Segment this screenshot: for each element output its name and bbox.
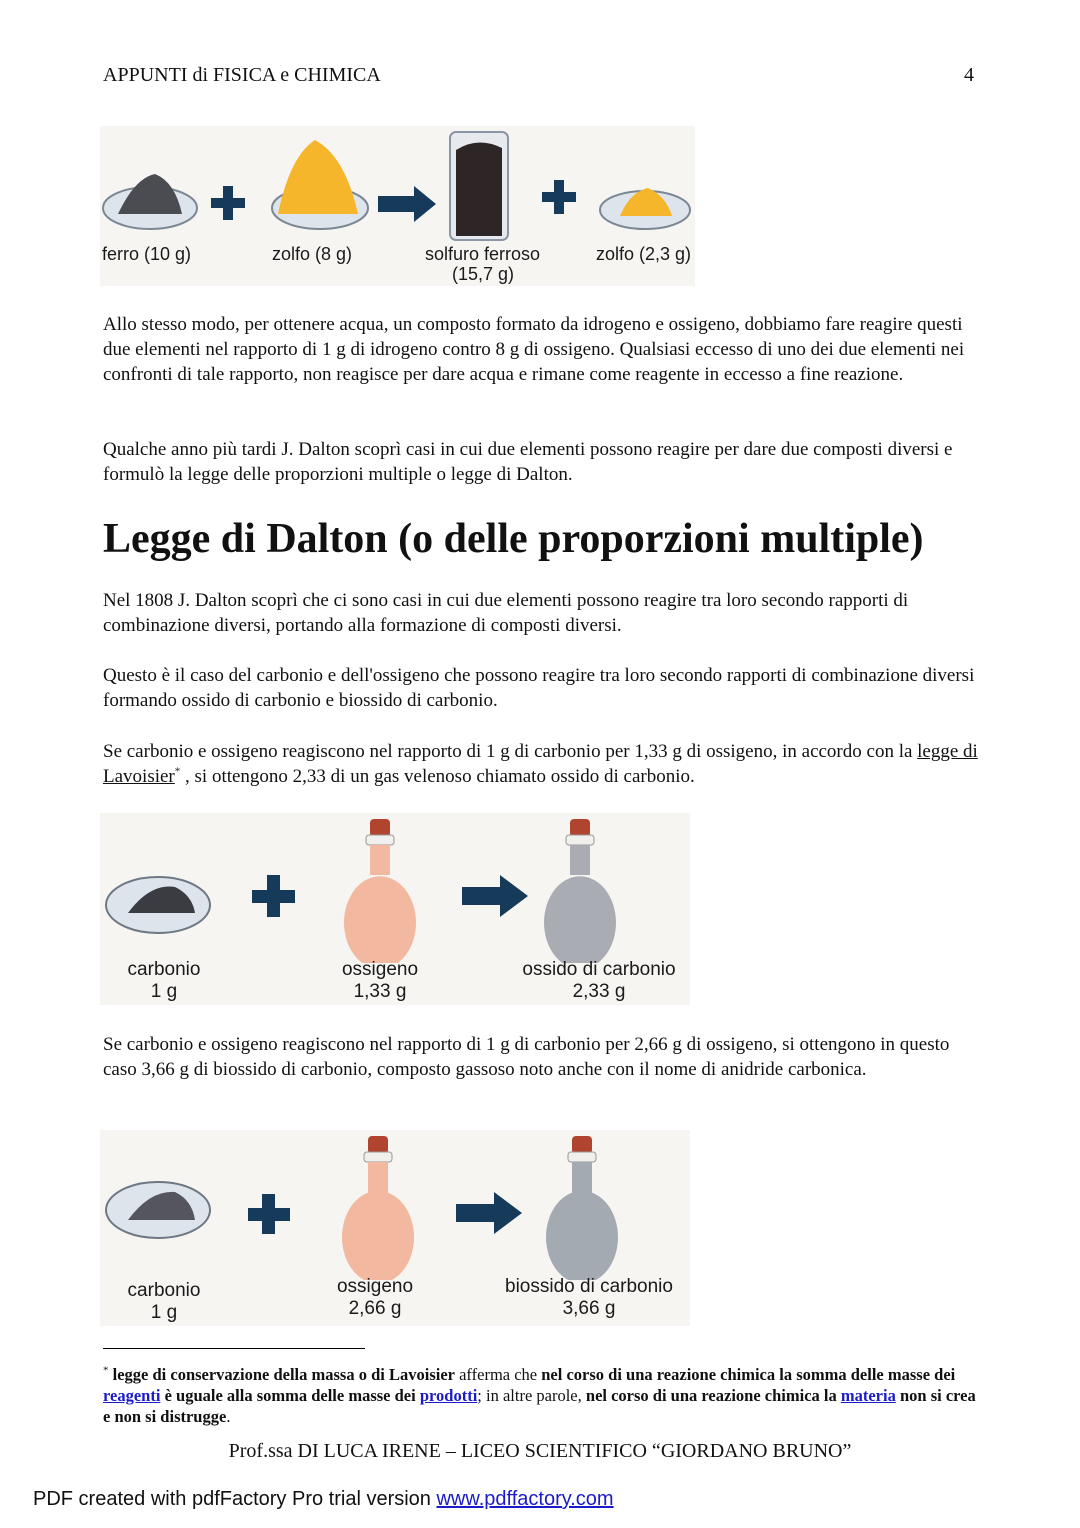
carbon-dioxide-flask-icon [546,1136,618,1280]
label-ferrous-sulfide: solfuro ferroso [425,244,541,264]
footnote-marker: * [103,1364,109,1377]
label-carbon-mass: 1 g [150,1302,178,1323]
text: . [226,1407,231,1426]
pdffactory-link[interactable]: www.pdffactory.com [436,1488,614,1510]
label-carbon-monoxide: ossido di carbonio [522,959,676,980]
label-oxygen: ossigeno [336,1276,414,1297]
label-carbon-mass: 1 g [150,981,178,1002]
figure-carbon-monoxide-reaction [100,813,690,1005]
plus-icon [252,875,295,917]
text: ; in altre parole, [477,1386,586,1405]
label-sulfur-residue: zolfo (2,3 g) [596,244,692,264]
carbon-dish-icon [106,877,210,933]
oxygen-flask-icon [344,819,416,963]
paragraph-carbon-dioxide: Se carbonio e ossigeno reagiscono nel rapporto di 1 g di carbonio per 2,66 g di ossigeno, si ottengono in questo caso 3,66 g di biossido di carbonio, composto gassoso noto anche con il nome di anidride carbonica. [103,1034,950,1080]
label-oxygen-mass: 2,66 g [348,1298,402,1319]
label-oxygen: ossigeno [341,959,419,980]
paragraph-carbon-oxygen: Questo è il caso del carbonio e dell'ossigeno che possono reagire tra loro secondo rapporti di combinazione diversi formando ossido di carbonio e biossido di carbonio. [103,665,975,711]
link-reagenti[interactable]: reagenti [103,1386,161,1405]
paragraph-carbon-monoxide [103,739,983,789]
paragraph-water-ratio: Allo stesso modo, per ottenere acqua, un composto formato da idrogeno e ossigeno, dobbiamo fare reagire questi due elementi nel rapporto di 1 g di idrogeno contro 8 g di ossigeno. Qualsiasi eccesso di uno dei due elementi nei confronti di tale rapporto, non reagisce per dare acqua e rimane come reagente in eccesso a fine reazione. [103,314,965,385]
label-carbon-dioxide: biossido di carbonio [505,1276,673,1297]
footnote-divider [103,1348,365,1349]
oxygen-flask-icon [342,1136,414,1280]
lavoisier-law-link[interactable]: legge di Lavoisier [103,741,978,787]
label-carbon-monoxide-mass: 2,33 g [572,981,626,1002]
arrow-right-icon [456,1192,522,1234]
label-carbon: carbonio [127,959,201,980]
plus-icon [248,1194,290,1234]
carbon-dish-icon [106,1182,210,1238]
text: afferma che [454,1365,542,1384]
arrow-right-icon [378,186,436,222]
section-heading-dalton-law: Legge di Dalton (o delle proporzioni multiple) [103,516,924,562]
label-ferrous-sulfide-mass: (15,7 g) [452,264,515,284]
label-oxygen-mass: 1,33 g [353,981,407,1002]
paragraph-dalton-intro: Qualche anno più tardi J. Dalton scoprì casi in cui due elementi possono reagire per dare due composti diversi e formulò la legge delle proporzioni multiple o legge di Dalton. [103,439,953,485]
arrow-right-icon [462,875,528,917]
carbon-monoxide-illustration [100,813,690,963]
sulfur-dish-icon [272,140,368,229]
label-sulfur: zolfo (8 g) [272,244,353,264]
footnote-term: legge di conservazione della massa o di Lavoisier [108,1365,455,1384]
footnote-marker[interactable]: * [174,765,181,778]
page-number: 4 [964,64,974,86]
text: Se carbonio e ossigeno reagiscono nel rapporto di 1 g di carbonio per 1,33 g di ossigeno, in accordo con la [103,741,918,762]
link-materia[interactable]: materia [840,1386,896,1405]
text: nel corso di una reazione chimica la [585,1386,841,1405]
text: è uguale alla somma delle masse dei [160,1386,420,1405]
text: nel corso di una reazione chimica la somma delle masse dei [541,1365,956,1384]
label-carbon-dioxide-mass: 3,66 g [562,1298,616,1319]
carbon-monoxide-flask-icon [544,819,616,963]
plus-icon [211,186,245,220]
plus-icon [542,180,576,214]
paragraph-dalton-1808: Nel 1808 J. Dalton scoprì che ci sono casi in cui due elementi possono reagire tra loro secondo rapporti di combinazione diversi, portando alla formazione di composti diversi. [103,590,909,636]
figure-iron-sulfur-reaction [100,126,695,286]
document-header-title: APPUNTI di FISICA e CHIMICA [103,64,381,86]
beaker-icon [450,132,508,240]
iron-dish-icon [103,174,197,229]
document-footer-author: Prof.ssa DI LUCA IRENE – LICEO SCIENTIFICO “GIORDANO BRUNO” [228,1440,852,1462]
link-prodotti[interactable]: prodotti [419,1386,478,1405]
text: non si crea e non si distrugge [103,1386,976,1426]
label-carbon: carbonio [127,1280,201,1301]
sulfur-residue-dish-icon [600,188,690,229]
iron-sulfur-illustration [100,126,695,251]
figure-carbon-dioxide-reaction [100,1130,690,1326]
label-iron: ferro (10 g) [102,244,192,264]
text: , si ottengono 2,33 di un gas velenoso chiamato ossido di carbonio. [180,766,695,787]
pdf-watermark-text: PDF created with pdfFactory Pro trial version [33,1488,437,1510]
footnote-lavoisier [103,1364,983,1427]
carbon-dioxide-illustration [100,1130,690,1280]
pdf-watermark [33,1488,614,1511]
